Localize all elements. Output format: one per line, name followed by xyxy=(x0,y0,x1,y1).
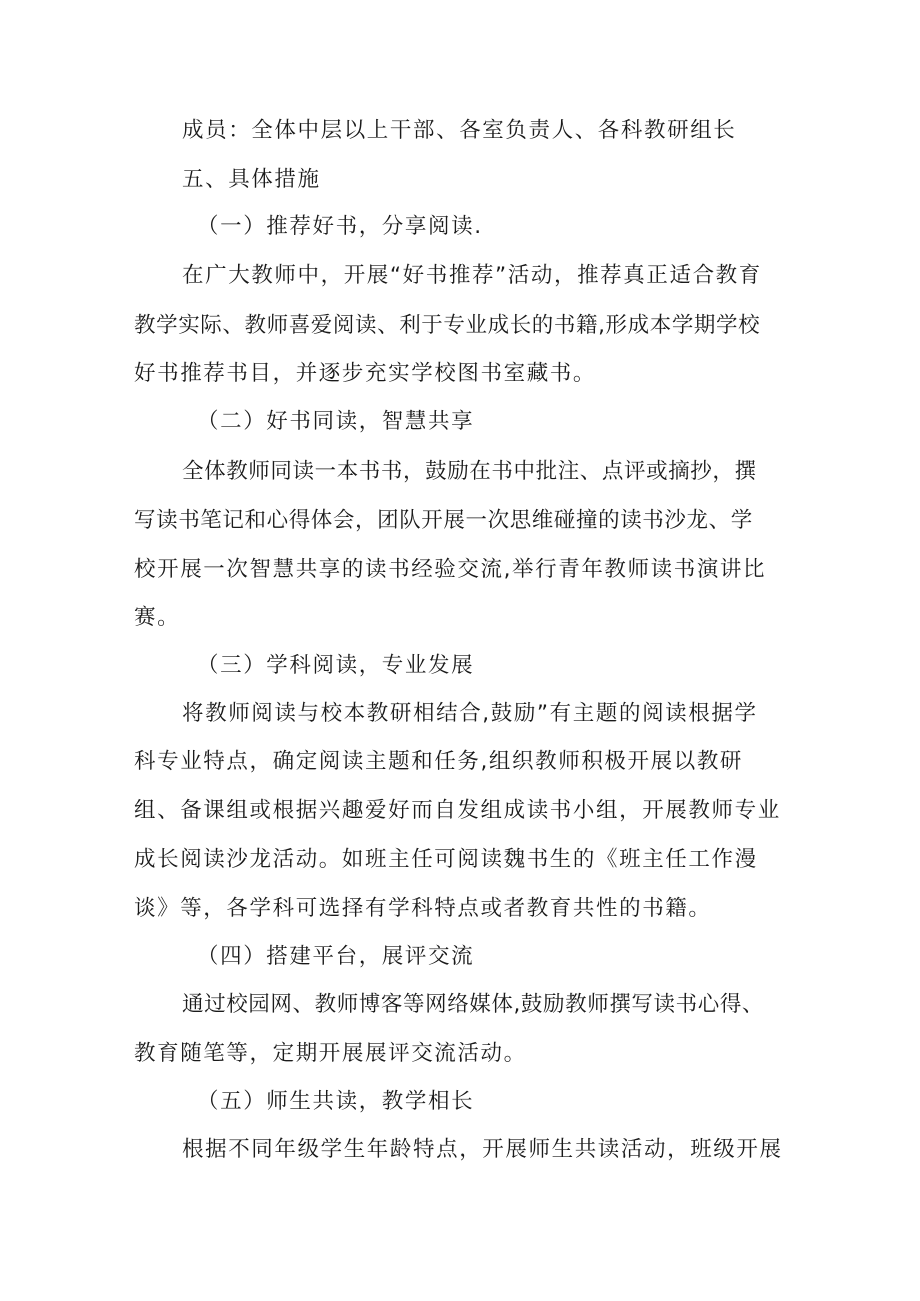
subheading-2: （二）好书同读，智慧共享 xyxy=(197,409,475,434)
paragraph-line: 教育随笔等，定期开展展评交流活动。 xyxy=(134,1041,527,1066)
paragraph-line: 在广大教师中，开展“好书推荐”活动，推荐真正适合教育 xyxy=(182,263,762,288)
section-heading-measures: 五、具体措施 xyxy=(182,167,321,192)
members-line: 成员：全体中层以上干部、各室负责人、各科教研组长 xyxy=(182,118,737,143)
paragraph-line: 写读书笔记和心得体会，团队开展一次思维碰撞的读书沙龙、学 xyxy=(134,508,753,533)
subheading-3: （三）学科阅读，专业发展 xyxy=(197,653,475,678)
paragraph-line: 组、备课组或根据兴趣爱好而自发组成读书小组，开展教师专业 xyxy=(134,798,781,823)
paragraph-line: 全体教师同读一本书书，鼓励在书中批注、点评或摘抄，撰 xyxy=(182,459,757,484)
paragraph-line: 赛。 xyxy=(134,605,181,630)
paragraph-line: 教学实际、教师喜爱阅读、利于专业成长的书籍,形成本学期学校 xyxy=(134,313,761,338)
paragraph-line: 根据不同年级学生年龄特点，开展师生共读活动，班级开展 xyxy=(182,1137,783,1162)
subheading-1: （一）推荐好书，分享阅读. xyxy=(197,214,483,239)
paragraph-line: 通过校园网、教师博客等网络媒体,鼓励教师撰写读书心得、 xyxy=(182,992,765,1017)
paragraph-line: 科专业特点，确定阅读主题和任务,组织教师积极开展以教研 xyxy=(134,749,744,774)
subheading-4: （四）搭建平台，展评交流 xyxy=(197,944,475,969)
subheading-5: （五）师生共读，教学相长 xyxy=(197,1089,475,1114)
paragraph-line: 好书推荐书目，并逐步充实学校图书室藏书。 xyxy=(134,361,597,386)
paragraph-line: 校开展一次智慧共享的读书经验交流,举行青年教师读书演讲比 xyxy=(134,557,767,582)
paragraph-line: 将教师阅读与校本教研相结合,鼓励”有主题的阅读根据学 xyxy=(182,701,758,726)
paragraph-line: 成长阅读沙龙活动。如班主任可阅读魏书生的《班主任工作漫 xyxy=(134,847,758,872)
paragraph-line: 谈》等，各学科可选择有学科特点或者教育共性的书籍。 xyxy=(134,896,712,921)
